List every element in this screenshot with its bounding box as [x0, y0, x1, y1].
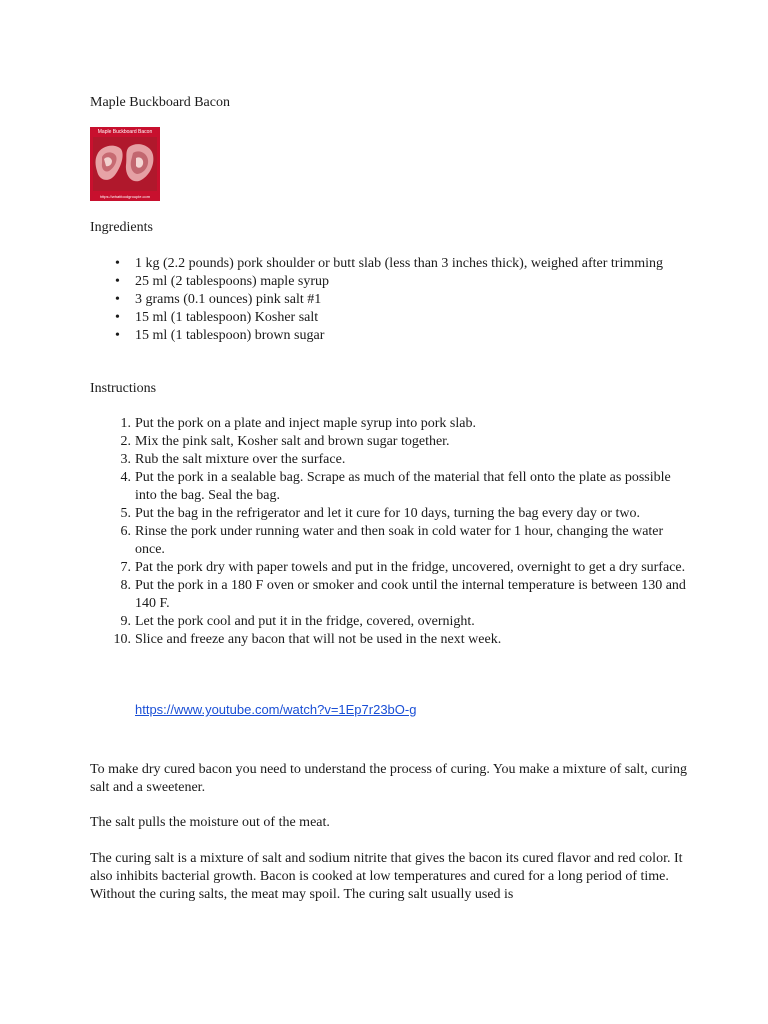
body-paragraph: To make dry cured bacon you need to understand the process of curing. You make a mixture of salt, curing salt and a sweetener. [90, 762, 687, 795]
list-item [90, 559, 690, 577]
list-item [90, 613, 690, 631]
step-text: Put the pork in a 180 F oven or smoker and cook until the internal temperature is between 130 and 140 F. [135, 578, 686, 611]
thumbnail-caption-bottom: https://whatfoodgroupie.com [99, 194, 151, 199]
youtube-video-link[interactable]: https://www.youtube.com/watch?v=1Ep7r23bO-g [135, 702, 417, 717]
list-item: • 3 grams (0.1 ounces) pink salt #1 [90, 291, 690, 309]
step-number: 8. [120, 578, 131, 593]
step-text: Slice and freeze any bacon that will not be used in the next week. [135, 632, 502, 647]
step-number: 5. [120, 506, 131, 521]
step-text: Put the pork on a plate and inject maple syrup into pork slab. [135, 416, 476, 431]
step-number: 10. [113, 632, 131, 647]
list-item [90, 451, 690, 469]
ingredients-list [90, 255, 690, 345]
step-number: 2. [120, 434, 131, 449]
step-number: 3. [120, 452, 131, 467]
step-number: 7. [120, 560, 131, 575]
step-text: Mix the pink salt, Kosher salt and brown sugar together. [135, 434, 450, 449]
step-number: 1. [120, 416, 131, 431]
step-text: Put the bag in the refrigerator and let it cure for 10 days, turning the bag every day or two. [135, 506, 641, 521]
list-item [90, 415, 690, 433]
list-item [90, 631, 690, 649]
recipe-thumbnail-image[interactable] [90, 127, 160, 201]
step-text: Rinse the pork under running water and then soak in cold water for 1 hour, changing the water once. [135, 524, 664, 557]
step-number: 9. [120, 614, 131, 629]
list-item [90, 523, 690, 559]
body-paragraph: The salt pulls the moisture out of the meat. [90, 815, 330, 830]
step-number: 6. [120, 524, 131, 539]
instructions-heading: Instructions [90, 381, 157, 396]
step-number: 4. [120, 470, 131, 485]
list-item: • 1 kg (2.2 pounds) pork shoulder or butt slab (less than 3 inches thick), weighed after trimming [90, 255, 690, 273]
ingredients-heading: Ingredients [90, 220, 153, 235]
instructions-list [90, 415, 690, 649]
step-text: Pat the pork dry with paper towels and put in the fridge, uncovered, overnight to get a dry surface. [135, 560, 686, 575]
body-paragraph: The curing salt is a mixture of salt and sodium nitrite that gives the bacon its cured flavor and red color. It also inhibits bacterial growth. Bacon is cooked at low temperatures and cured for a long period of time. Without the curing salts, the meat may spoil. The curing salt usually used is [90, 851, 683, 902]
list-item [90, 469, 690, 505]
list-item [90, 433, 690, 451]
bacon-slabs-picture [93, 137, 157, 191]
list-item: • 15 ml (1 tablespoon) brown sugar [90, 327, 690, 345]
list-item [90, 577, 690, 613]
step-text: Let the pork cool and put it in the fridge, covered, overnight. [135, 614, 475, 629]
thumbnail-caption-top: Maple Buckboard Bacon [97, 129, 153, 135]
list-item: • 25 ml (2 tablespoons) maple syrup [90, 273, 690, 291]
list-item [90, 505, 690, 523]
list-item: • 15 ml (1 tablespoon) Kosher salt [90, 309, 690, 327]
step-text: Rub the salt mixture over the surface. [135, 452, 346, 467]
recipe-title: Maple Buckboard Bacon [90, 95, 230, 110]
step-text: Put the pork in a sealable bag. Scrape as much of the material that fell onto the plate as possible into the bag. Seal the bag. [135, 470, 671, 503]
